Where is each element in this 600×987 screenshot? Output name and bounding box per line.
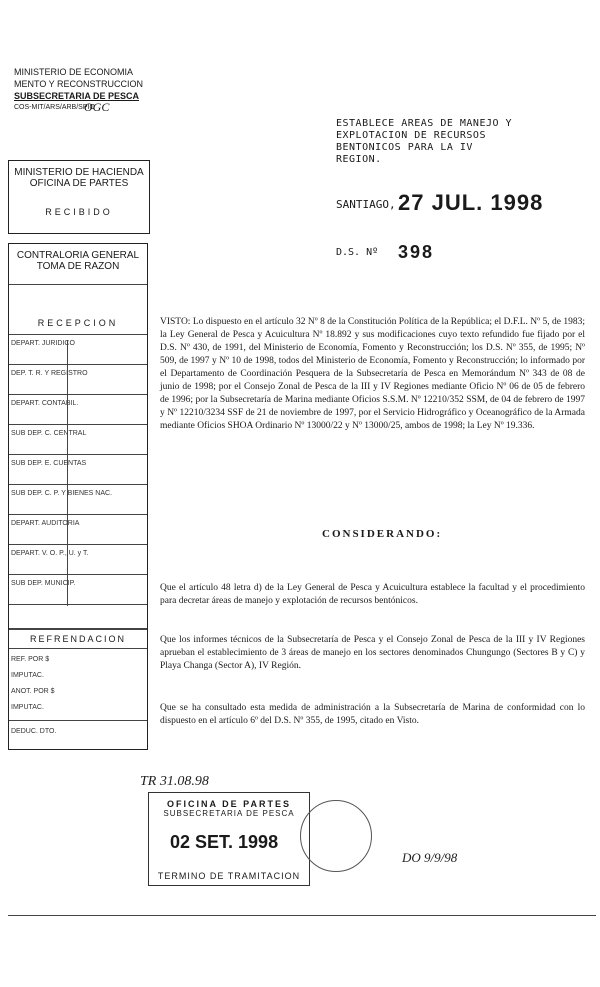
contraloria-row: DEPART. AUDITORIA xyxy=(11,520,80,527)
stamp-subsecretaria: SUBSECRETARIA DE PESCA xyxy=(163,809,295,818)
dateline-label: SANTIAGO, xyxy=(336,198,396,211)
considerando-paragraph: Que los informes técnicos de la Subsecretaría de Pesca y el Consejo Zonal de Pesca de la III y IV Regiones aprueban el establecimiento de 3 áreas de manejo en los sectores denominados Chungungo (Sectores B y C) y Playa Changa (Sector A), IV Región. xyxy=(160,635,585,671)
handwritten-date: DO 9/9/98 xyxy=(402,850,458,865)
contraloria-title: CONTRALORIA GENERAL xyxy=(16,250,140,261)
signature-initials: OGC xyxy=(84,100,110,114)
refrendacion-row: IMPUTAC. xyxy=(11,704,44,711)
letterhead-department: MENTO Y RECONSTRUCCION xyxy=(14,79,144,89)
hacienda-recibido: RECIBIDO xyxy=(45,207,113,217)
refrendacion-row: IMPUTAC. xyxy=(11,672,44,679)
letterhead-subsecretaria: SUBSECRETARIA DE PESCA xyxy=(14,91,140,101)
letterhead-reference: COS-MIT/ARS/ARB/SPIO xyxy=(14,104,95,111)
hacienda-stamp-box xyxy=(8,160,150,234)
contraloria-row: DEPART. CONTABIL. xyxy=(11,400,79,407)
contraloria-row: SUB DEP. C. CENTRAL xyxy=(11,430,87,437)
contraloria-subtitle: TOMA DE RAZON xyxy=(36,261,120,272)
contraloria-row: DEPART. JURIDICO xyxy=(11,340,75,347)
handwritten-reference: TR 31.08.98 xyxy=(140,774,209,789)
hacienda-ministry: MINISTERIO DE HACIENDA xyxy=(14,167,144,178)
contraloria-row: SUB DEP. E. CUENTAS xyxy=(11,460,87,467)
contraloria-box xyxy=(8,243,148,750)
letterhead-ministry: MINISTERIO DE ECONOMIA xyxy=(14,67,134,77)
hacienda-office: OFICINA DE PARTES xyxy=(29,178,129,189)
refrendacion-row: REF. POR $ xyxy=(11,656,50,663)
round-seal-icon xyxy=(300,800,372,872)
stamp-termino: TERMINO DE TRAMITACION xyxy=(157,871,301,881)
contraloria-row: SUB DEP. MUNICIP. xyxy=(11,580,76,587)
refrendacion-row: ANOT. POR $ xyxy=(11,688,55,695)
decree-number: 398 xyxy=(398,242,435,262)
contraloria-recepcion: RECEPCION xyxy=(37,318,119,328)
contraloria-row: DEP. T. R. Y REGISTRO xyxy=(11,370,88,377)
refrendacion-row: DEDUC. DTO. xyxy=(11,728,57,735)
contraloria-row: DEPART. V. O. P., U. y T. xyxy=(11,550,89,557)
considerando-heading: CONSIDERANDO: xyxy=(322,528,443,540)
visto-paragraph: VISTO: Lo dispuesto en el artículo 32 Nº 8 de la Constitución Política de la República; el D.F.L. Nº 5, de 1983; la Ley General de Pesca y Acuicultura Nº 18.892 y sus modificaciones cuyo texto refundido fue fijado por el D.S. Nº 430, de 1991, del Ministerio de Economía, Fomento y Reconstrucción; los D.S. Nº 355, de 1995; Nº 509, de 1997 y Nº 10 de 1998, todos del Ministerio de Economía, Fomento y Reconstrucción; lo informado por el Departamento de Coordinación Pesquera de la Subsecretaría de Pesca en Memorándum Nº 343 de 08 de junio de 1998; por el Consejo Zonal de Pesca de la III y IV Regiones mediante Oficio Nº 06 de 05 de febrero de 1996; por la Subsecretaría de Marina mediante Oficios S.S.M. Nº 12210/352 SSM, de 04 de febrero de 1997 y Nº 12210/3234 SSF de 21 de noviembre de 1997, por el Servicio Hidrográfico y Oceanográfico de la Armada mediante Oficios SHOA Ordinario Nº 13000/22 y Nº 13000/25, ambos de 1998; la Ley Nº 19.336. xyxy=(160,317,585,431)
considerando-paragraph: Que el artículo 48 letra d) de la Ley General de Pesca y Acuicultura establece la facultad y el procedimiento para decretar áreas de manejo y explotación de recursos bentónicos. xyxy=(160,583,585,606)
decree-label: D.S. Nº xyxy=(336,247,379,258)
contraloria-row: SUB DEP. C. P. Y BIENES NAC. xyxy=(11,490,113,497)
stamp-date: 02 SET. 1998 xyxy=(170,832,279,852)
page-divider xyxy=(8,915,596,916)
stamp-office: OFICINA DE PARTES xyxy=(166,799,291,809)
contraloria-divider xyxy=(67,340,68,606)
decree-subject: ESTABLECE AREAS DE MANEJO Y EXPLOTACION DE RECURSOS BENTONICOS PARA LA IV REGION. xyxy=(336,118,513,165)
contraloria-refrendacion: REFRENDACION xyxy=(29,634,126,644)
decree-date: 27 JUL. 1998 xyxy=(398,190,544,215)
considerando-paragraph: Que se ha consultado esta medida de administración a la Subsecretaría de Marina de conformidad con lo dispuesto en el artículo 6º del D.S. Nº 355, de 1995, citado en Visto. xyxy=(160,703,585,726)
